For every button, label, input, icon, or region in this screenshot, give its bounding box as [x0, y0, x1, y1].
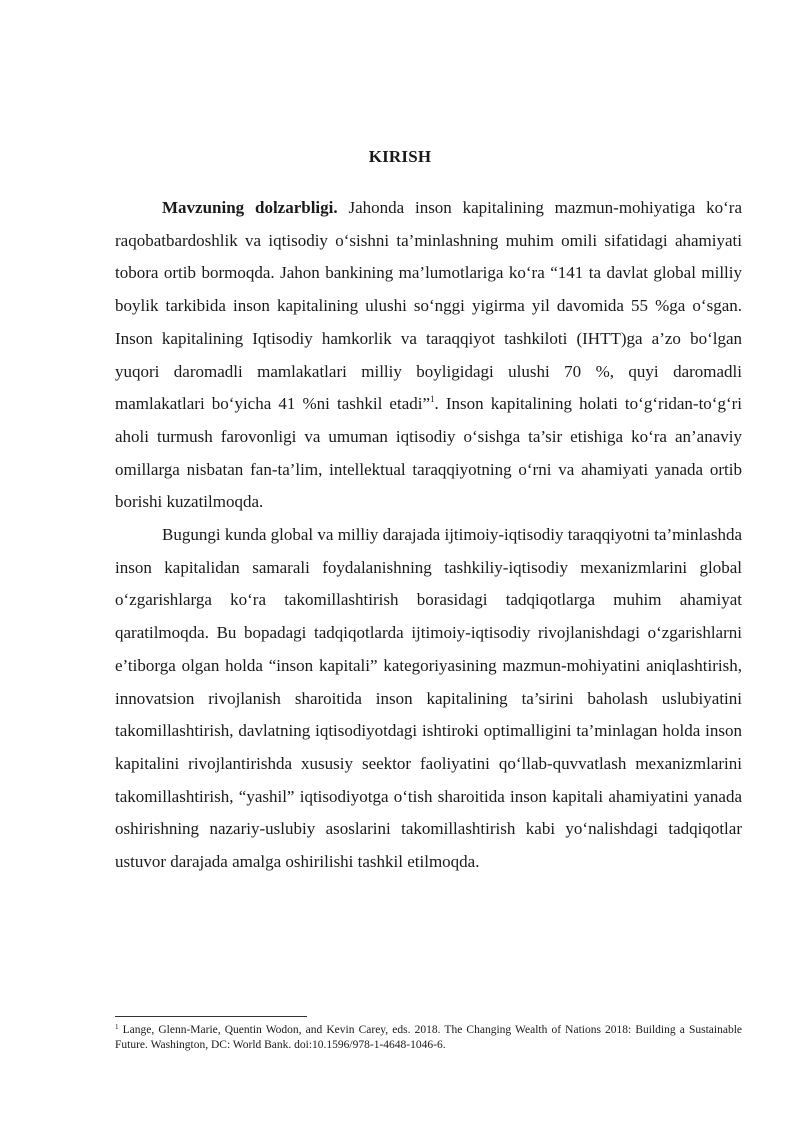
footnote-reference[interactable]: 1	[430, 394, 435, 405]
footnote	[115, 1023, 742, 1053]
document-body	[115, 192, 742, 879]
paragraph-lead: Mavzuning dolzarbligi.	[162, 198, 338, 217]
paragraph-text: Jahonda inson kapitalining mazmun-mohiyatiga ko‘ra raqobatbardoshlik va iqtisodiy o‘sishni ta’minlashning muhim omili sifatidagi ahamiyati tobora ortib bormoqda. Jahon bankining ma’lumotlariga ko‘ra “141 ta davlat global milliy boylik tarkibida inson kapitalining ulushi so‘nggi yigirma yil davomida 55 %ga o‘sgan. Inson kapitalining Iqtisodiy hamkorlik va taraqqiyot tashkiloti (IHTT)ga a’zo bo‘lgan yuqori daromadli mamlakatlari milliy boyligidagi ulushi 70 %, quyi daromadli mamlakatlari bo‘yicha 41 %ni tashkil etadi”	[115, 198, 742, 414]
footnote-mark: 1	[115, 1023, 119, 1031]
page-title: KIRISH	[368, 147, 432, 166]
paragraph-text-continued: . Inson kapitalining holati to‘g‘ridan-to‘g‘ri aholi turmush farovonligi va umuman iqtisodiy o‘sishga ta’sir etishiga ko‘ra an’anaviy omillarga nisbatan fan-ta’lim, intellektual taraqqiyotning o‘rni va ahamiyati yanada ortib borishi kuzatilmoqda.	[115, 394, 742, 512]
paragraph-relevance	[115, 192, 742, 519]
paragraph-second: Bugungi kunda global va milliy darajada ijtimoiy-iqtisodiy taraqqiyotni ta’minlashda inson kapitalidan samarali foydalanishning tashkiliy-iqtisodiy mexanizmlarini global o‘zgarishlarga ko‘ra takomillashtirish borasidagi tadqiqotlarga muhim ahamiyat qaratilmoqda. Bu bopadagi tadqiqotlarda ijtimoiy-iqtisodiy rivojlanishdagi o‘zgarishlarni e’tiborga olgan holda “inson kapitali” kategoriyasining mazmun-mohiyatini aniqlashtirish, innovatsion rivojlanish sharoitida inson kapitalining ta’sirini baholash uslubiyatini takomillashtirish, davlatning iqtisodiyotdagi ishtiroki optimalligini ta’minlagan holda inson kapitalini rivojlantirishda xususiy seektor faoliyatini qo‘llab-quvvatlash mexanizmlarini takomillashtirish, “yashil” iqtisodiyotga o‘tish sharoitida inson kapitali ahamiyatini yanada oshirishning nazariy-uslubiy asoslarini takomillashtirish kabi yo‘nalishdagi tadqiqotlar ustuvor darajada amalga oshirilishi tashkil etilmoqda.	[115, 525, 742, 872]
footnote-text: Lange, Glenn-Marie, Quentin Wodon, and Kevin Carey, eds. 2018. The Changing Wealth of Nations 2018: Building a Sustainable Future. Washington, DC: World Bank. doi:10.1596/978-1-4648-1046-6.	[115, 1024, 742, 1051]
footnote-separator	[115, 1016, 307, 1017]
